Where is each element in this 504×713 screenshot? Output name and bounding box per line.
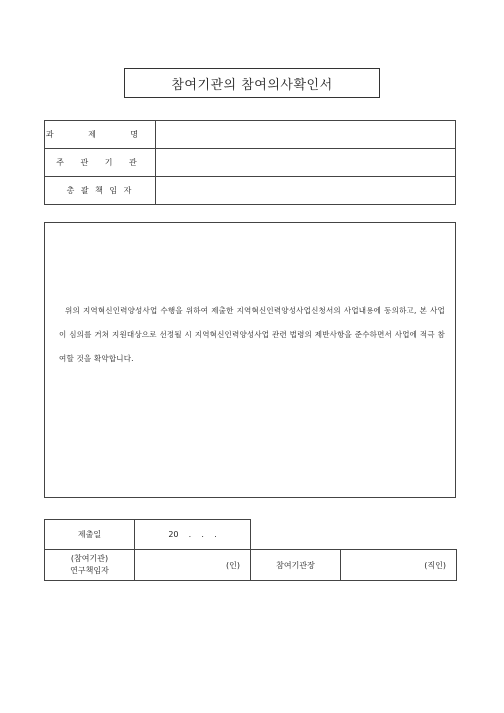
researcher-label-line2: 연구책임자 xyxy=(70,566,109,575)
researcher-label-line1: (참여기관) xyxy=(70,554,109,563)
lead-institution-value xyxy=(156,149,456,177)
principal-investigator-value xyxy=(156,177,456,205)
researcher-seal: (인) xyxy=(135,550,251,581)
principal-investigator-label: 총 괄 책 임 자 xyxy=(45,177,156,205)
project-name-label: 과 제 명 xyxy=(45,121,156,149)
researcher-label xyxy=(45,550,135,581)
project-info-table xyxy=(44,120,456,205)
pledge-text: 위의 지역혁신인력양성사업 수행을 위하여 제출한 지역혁신인력양성사업신청서의 사업내용에 동의하고, 본 사업이 심의를 거쳐 지원대상으로 선정될 시 지역혁신인력양성사업 관련 법령의 제반사항을 준수하면서 사업에 적극 참여할 것을 확약합니다. xyxy=(59,306,445,363)
submission-date-label: 제출일 xyxy=(45,520,135,550)
official-seal: (직인) xyxy=(341,550,457,581)
empty-cell xyxy=(251,520,457,550)
lead-institution-label: 주 관 기 관 xyxy=(45,149,156,177)
project-name-value xyxy=(156,121,456,149)
document-title: 참여기관의 참여의사확인서 xyxy=(124,68,380,98)
table-row xyxy=(45,149,456,177)
table-row xyxy=(45,520,457,550)
institution-head-label: 참여기관장 xyxy=(251,550,341,581)
table-row xyxy=(45,550,457,581)
submission-date-value: 20 . . . xyxy=(135,520,251,550)
table-row xyxy=(45,121,456,149)
pledge-body-box xyxy=(44,222,456,498)
table-row xyxy=(45,177,456,205)
signature-table xyxy=(44,519,457,581)
